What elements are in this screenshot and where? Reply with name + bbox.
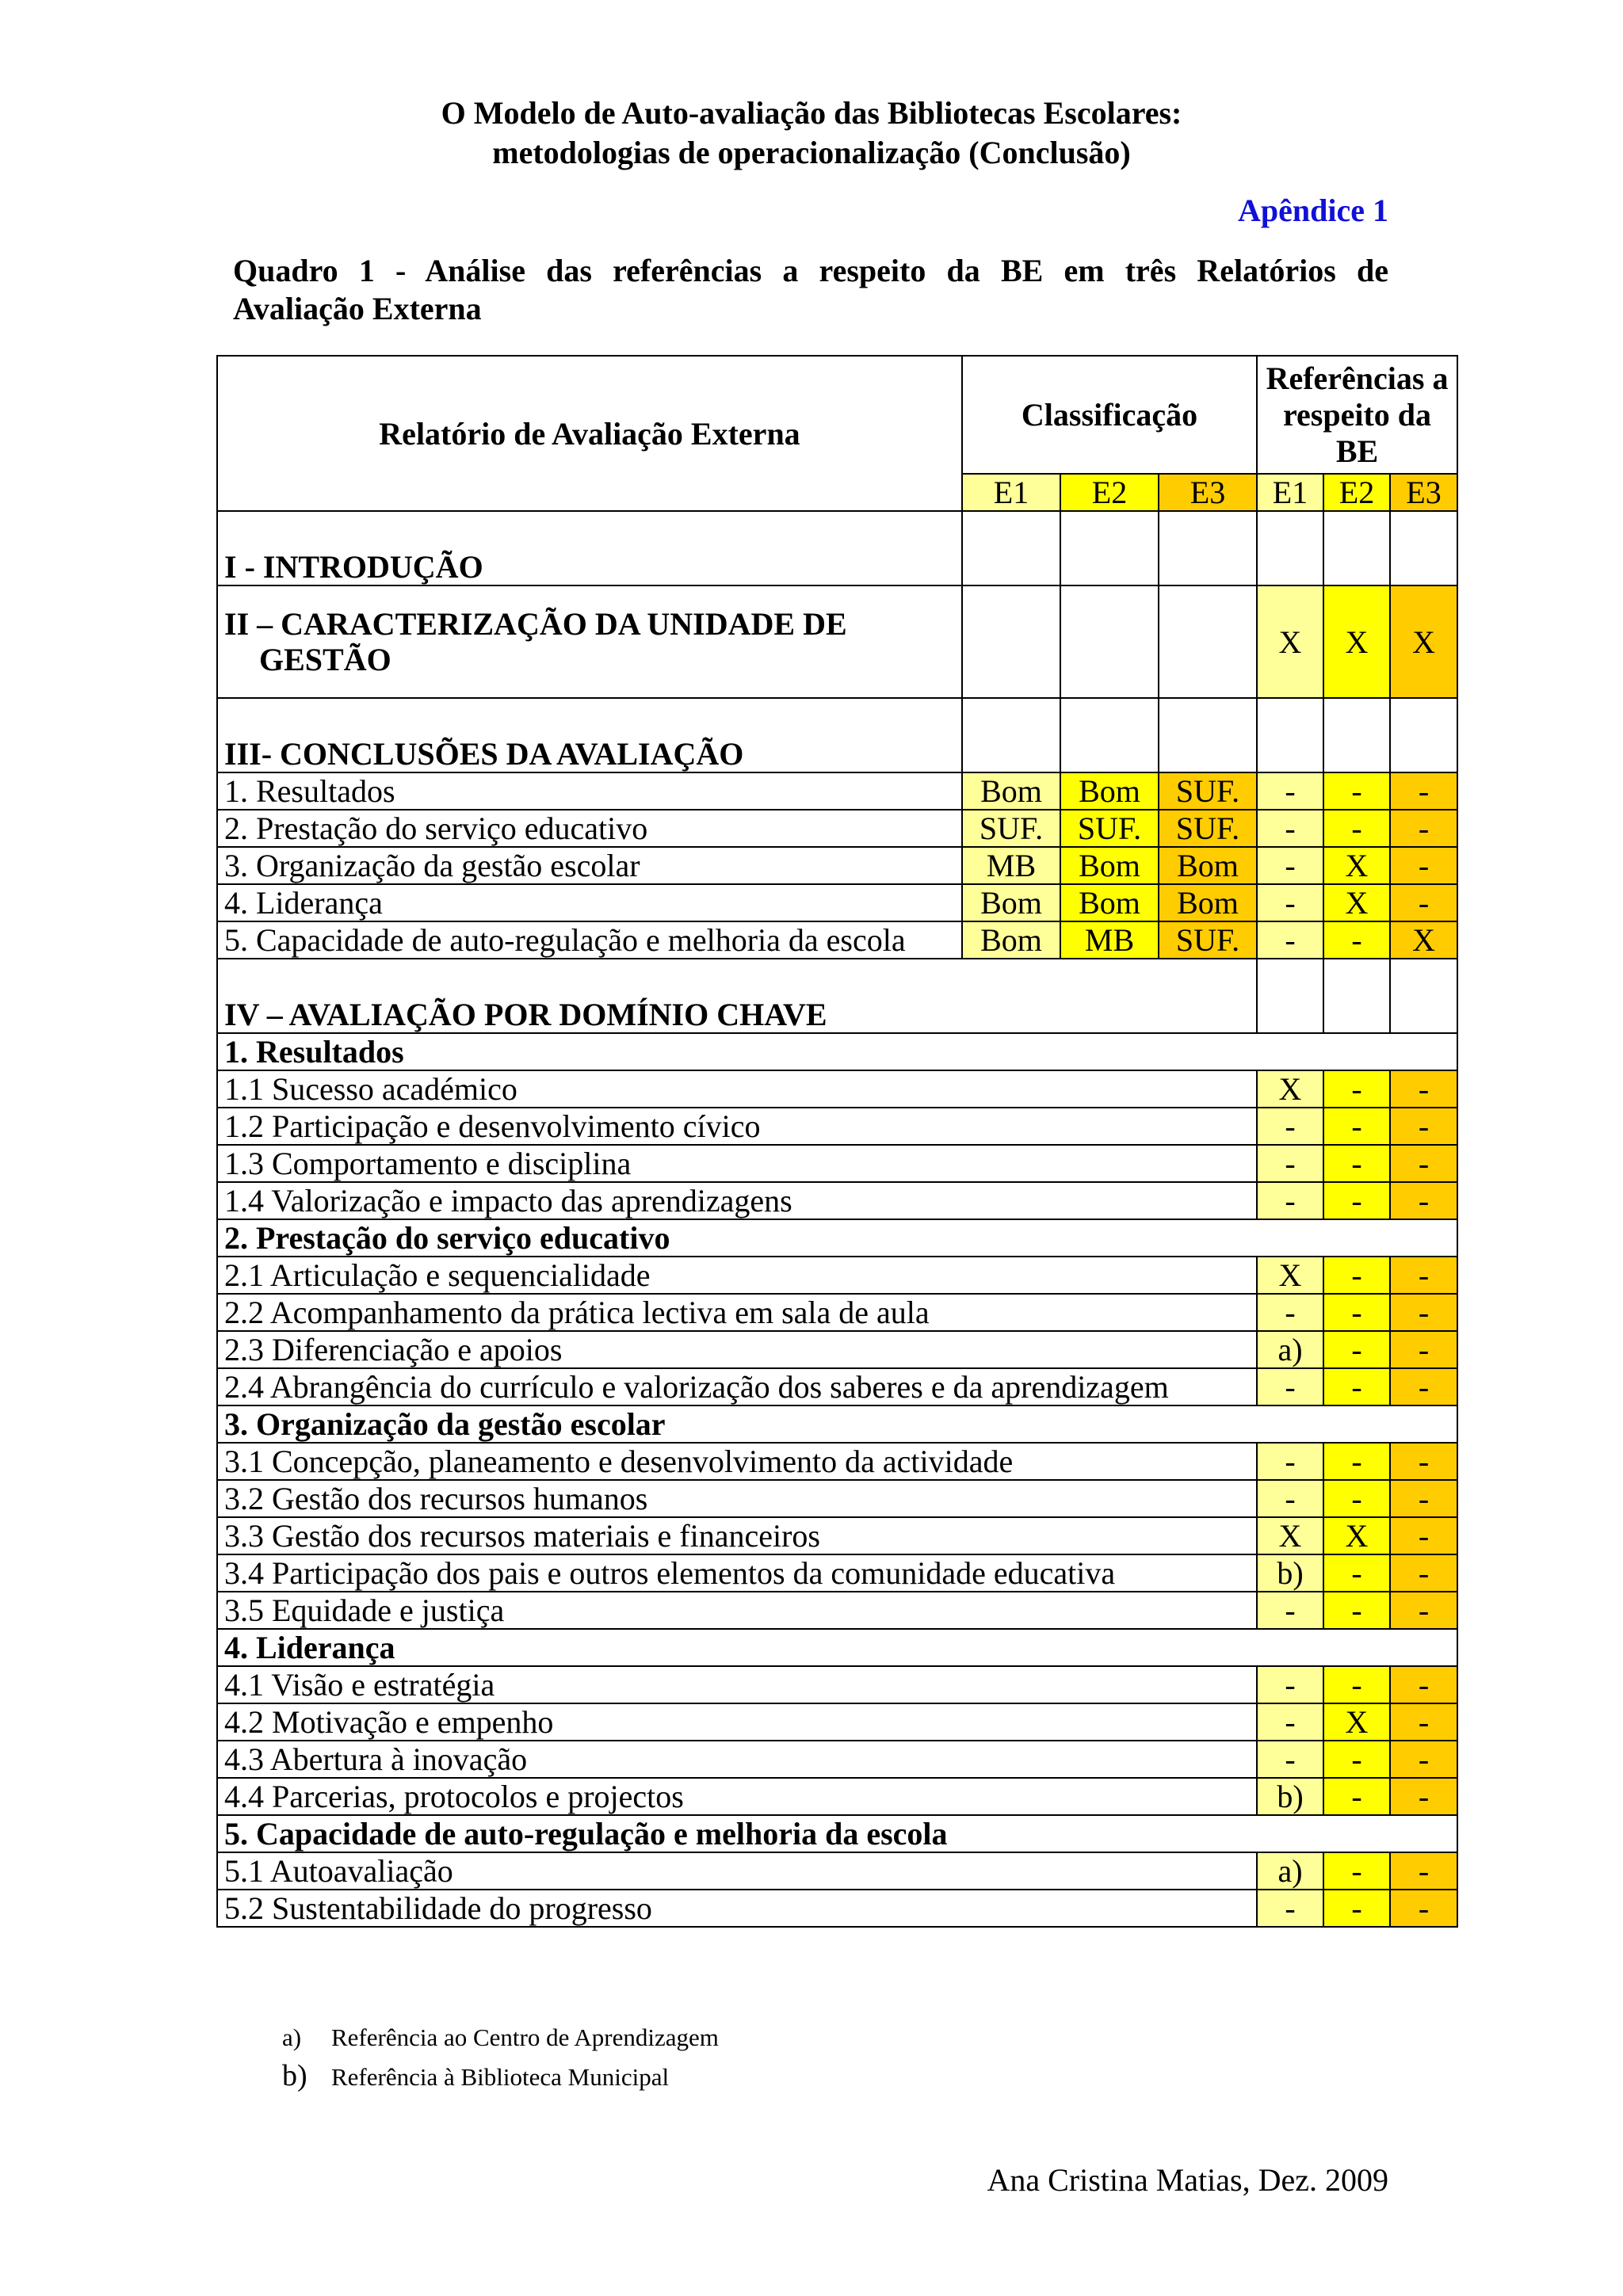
domain-item-reference: - (1390, 1294, 1457, 1331)
footnote-a-marker: a) (282, 2023, 302, 2051)
domain-item-reference: - (1323, 1480, 1390, 1517)
domain-item-reference: - (1257, 1294, 1323, 1331)
empty-cell (1257, 959, 1323, 1033)
domain-item-reference: - (1323, 1145, 1390, 1182)
empty-cell (1390, 959, 1457, 1033)
domain-item-reference: - (1257, 1145, 1323, 1182)
title-line-2: metodologias de operacionalização (Conclusão) (492, 135, 1131, 170)
table-row (217, 847, 1457, 884)
domain-item-reference: - (1390, 1182, 1457, 1219)
table-row (217, 1443, 1457, 1480)
domain-item-reference: - (1390, 1331, 1457, 1368)
domain-title-row (217, 1815, 1457, 1852)
table-row (217, 810, 1457, 847)
conclusion-reference: - (1323, 810, 1390, 847)
conclusion-label: 5. Capacidade de auto-regulação e melhoria da escola (217, 921, 962, 959)
table-row (217, 1592, 1457, 1629)
conclusion-reference: - (1257, 847, 1323, 884)
domain-item-label: 4.4 Parcerias, protocolos e projectos (217, 1778, 1257, 1815)
domain-item-reference: - (1323, 1741, 1390, 1778)
conclusion-reference: X (1323, 884, 1390, 921)
conclusion-classification: Bom (1060, 847, 1159, 884)
conclusion-reference: - (1257, 772, 1323, 810)
conclusion-reference: - (1390, 810, 1457, 847)
domain-item-label: 3.3 Gestão dos recursos materiais e financeiros (217, 1517, 1257, 1554)
header-class-e3: E3 (1159, 474, 1257, 511)
table-row (217, 1517, 1457, 1554)
section-characterization (217, 585, 962, 698)
conclusion-classification: Bom (1159, 884, 1257, 921)
domain-item-reference: - (1257, 1108, 1323, 1145)
domain-item-reference: - (1323, 1182, 1390, 1219)
domain-item-reference: - (1390, 1108, 1457, 1145)
domain-item-reference: - (1257, 1480, 1323, 1517)
section-characterization-line-2: GESTÃO (259, 642, 391, 677)
domain-item-label: 3.1 Concepção, planeamento e desenvolvimento da actividade (217, 1443, 1257, 1480)
domain-title: 3. Organização da gestão escolar (217, 1405, 1457, 1443)
domain-title: 5. Capacidade de auto-regulação e melhoria da escola (217, 1815, 1457, 1852)
domain-item-reference: - (1390, 1852, 1457, 1890)
table-row (217, 1480, 1457, 1517)
domain-item-reference: X (1323, 1517, 1390, 1554)
domain-item-reference: - (1323, 1294, 1390, 1331)
domain-item-reference: b) (1257, 1554, 1323, 1592)
header-report: Relatório de Avaliação Externa (217, 356, 962, 511)
domain-item-reference: - (1257, 1368, 1323, 1405)
conclusion-reference: X (1323, 847, 1390, 884)
table-row (217, 1257, 1457, 1294)
domain-item-reference: - (1257, 1182, 1323, 1219)
conclusion-classification: Bom (1060, 884, 1159, 921)
domain-item-reference: b) (1257, 1778, 1323, 1815)
footnote-a (282, 2019, 719, 2057)
header-class-e1: E1 (962, 474, 1060, 511)
domain-item-reference: - (1390, 1778, 1457, 1815)
char-ref-e1: X (1257, 585, 1323, 698)
domain-title-row (217, 1219, 1457, 1257)
conclusion-reference: - (1390, 772, 1457, 810)
conclusion-classification: SUF. (1159, 921, 1257, 959)
domain-item-reference: - (1390, 1480, 1457, 1517)
domain-item-reference: - (1390, 1592, 1457, 1629)
conclusion-label: 1. Resultados (217, 772, 962, 810)
domain-item-label: 1.1 Sucesso académico (217, 1070, 1257, 1108)
domain-item-reference: X (1257, 1517, 1323, 1554)
header-references: Referências a respeito da BE (1257, 356, 1457, 474)
section-domain-evaluation: IV – AVALIAÇÃO POR DOMÍNIO CHAVE (217, 959, 1257, 1033)
table-row (217, 1852, 1457, 1890)
table-row (217, 1145, 1457, 1182)
conclusion-classification: Bom (962, 921, 1060, 959)
author-footer: Ana Cristina Matias, Dez. 2009 (987, 2162, 1388, 2198)
footnotes (282, 2019, 719, 2096)
conclusion-classification: MB (962, 847, 1060, 884)
domain-item-label: 2.1 Articulação e sequencialidade (217, 1257, 1257, 1294)
domain-item-label: 5.1 Autoavaliação (217, 1852, 1257, 1890)
conclusion-reference: - (1257, 810, 1323, 847)
table-row (217, 772, 1457, 810)
header-ref-e3: E3 (1390, 474, 1457, 511)
char-ref-e2: X (1323, 585, 1390, 698)
domain-title-row (217, 1033, 1457, 1070)
domain-item-reference: - (1390, 1741, 1457, 1778)
conclusion-reference: - (1390, 847, 1457, 884)
domain-item-label: 4.1 Visão e estratégia (217, 1666, 1257, 1703)
caption-line-1: Quadro 1 - Análise das referências a respeito da BE em três Relatórios de (233, 253, 1388, 288)
conclusion-reference: X (1390, 921, 1457, 959)
header-ref-e2: E2 (1323, 474, 1390, 511)
header-class-e2: E2 (1060, 474, 1159, 511)
conclusion-classification: MB (1060, 921, 1159, 959)
document-title (0, 93, 1623, 173)
footnote-b (282, 2057, 719, 2096)
domain-title-row (217, 1405, 1457, 1443)
domain-item-reference: - (1323, 1443, 1390, 1480)
domain-item-reference: a) (1257, 1852, 1323, 1890)
domain-item-reference: - (1323, 1666, 1390, 1703)
domain-item-reference: - (1323, 1070, 1390, 1108)
section-conclusions: III- CONCLUSÕES DA AVALIAÇÃO (217, 698, 962, 772)
table-row (217, 1294, 1457, 1331)
domain-item-reference: - (1257, 1592, 1323, 1629)
table-row (217, 1703, 1457, 1741)
domain-item-label: 1.2 Participação e desenvolvimento cívico (217, 1108, 1257, 1145)
domain-item-reference: X (1257, 1070, 1323, 1108)
domain-item-reference: - (1390, 1257, 1457, 1294)
domain-item-reference: - (1390, 1443, 1457, 1480)
domain-item-label: 4.3 Abertura à inovação (217, 1741, 1257, 1778)
domain-item-reference: - (1390, 1703, 1457, 1741)
table-row (217, 921, 1457, 959)
domain-title: 1. Resultados (217, 1033, 1457, 1070)
domain-item-reference: X (1257, 1257, 1323, 1294)
conclusion-reference: - (1390, 884, 1457, 921)
conclusion-classification: Bom (962, 772, 1060, 810)
domain-item-reference: - (1257, 1443, 1323, 1480)
domain-item-reference: - (1390, 1517, 1457, 1554)
domain-item-label: 3.5 Equidade e justiça (217, 1592, 1257, 1629)
table-row (217, 1182, 1457, 1219)
domain-item-label: 1.4 Valorização e impacto das aprendizagens (217, 1182, 1257, 1219)
domain-item-reference: - (1323, 1592, 1390, 1629)
table-row (217, 1890, 1457, 1927)
empty-cell (1323, 959, 1390, 1033)
conclusion-classification: SUF. (1060, 810, 1159, 847)
domain-item-reference: - (1390, 1554, 1457, 1592)
domain-item-reference: - (1390, 1890, 1457, 1927)
table-row (217, 959, 1457, 1033)
conclusion-classification: Bom (1060, 772, 1159, 810)
conclusion-reference: - (1323, 921, 1390, 959)
domain-item-label: 2.4 Abrangência do currículo e valorização dos saberes e da aprendizagem (217, 1368, 1257, 1405)
footnote-b-text: Referência à Biblioteca Municipal (331, 2063, 670, 2091)
conclusion-reference: - (1257, 884, 1323, 921)
domain-item-label: 2.2 Acompanhamento da prática lectiva em sala de aula (217, 1294, 1257, 1331)
domain-item-reference: a) (1257, 1331, 1323, 1368)
conclusion-reference: - (1323, 772, 1390, 810)
table-caption (233, 252, 1388, 328)
evaluation-table (216, 355, 1458, 1928)
domain-item-reference: - (1323, 1554, 1390, 1592)
table-row (217, 1368, 1457, 1405)
domain-item-reference: - (1257, 1741, 1323, 1778)
domain-item-reference: - (1390, 1666, 1457, 1703)
table-row (217, 1666, 1457, 1703)
caption-line-2: Avaliação Externa (233, 291, 482, 326)
domain-item-label: 1.3 Comportamento e disciplina (217, 1145, 1257, 1182)
appendix-label: Apêndice 1 (1238, 193, 1388, 228)
conclusion-label: 3. Organização da gestão escolar (217, 847, 962, 884)
section-characterization-line-1: II – CARACTERIZAÇÃO DA UNIDADE DE (224, 606, 847, 642)
conclusion-classification: SUF. (962, 810, 1060, 847)
header-classification: Classificação (962, 356, 1257, 474)
domain-item-reference: - (1323, 1890, 1390, 1927)
domain-item-reference: - (1390, 1368, 1457, 1405)
domain-item-reference: - (1323, 1257, 1390, 1294)
table-row (217, 1108, 1457, 1145)
table-row (217, 1331, 1457, 1368)
domain-item-reference: - (1390, 1145, 1457, 1182)
table-row (217, 1778, 1457, 1815)
table-row (217, 884, 1457, 921)
domain-title: 4. Liderança (217, 1629, 1457, 1666)
domain-item-reference: - (1390, 1070, 1457, 1108)
domain-item-label: 4.2 Motivação e empenho (217, 1703, 1257, 1741)
header-ref-e1: E1 (1257, 474, 1323, 511)
conclusion-classification: SUF. (1159, 810, 1257, 847)
domain-item-label: 3.2 Gestão dos recursos humanos (217, 1480, 1257, 1517)
domain-item-reference: X (1323, 1703, 1390, 1741)
domain-item-reference: - (1257, 1703, 1323, 1741)
conclusion-label: 4. Liderança (217, 884, 962, 921)
domain-item-reference: - (1323, 1852, 1390, 1890)
footnote-b-marker: b) (282, 2059, 307, 2092)
conclusion-classification: Bom (1159, 847, 1257, 884)
conclusion-reference: - (1257, 921, 1323, 959)
domain-title-row (217, 1629, 1457, 1666)
domain-item-reference: - (1323, 1331, 1390, 1368)
char-ref-e3: X (1390, 585, 1457, 698)
domain-title: 2. Prestação do serviço educativo (217, 1219, 1457, 1257)
domain-item-reference: - (1257, 1890, 1323, 1927)
footnote-a-text: Referência ao Centro de Aprendizagem (331, 2023, 719, 2051)
title-line-1: O Modelo de Auto-avaliação das Bibliotecas Escolares: (441, 95, 1182, 131)
domain-item-reference: - (1257, 1666, 1323, 1703)
conclusion-classification: Bom (962, 884, 1060, 921)
domain-item-reference: - (1323, 1778, 1390, 1815)
domain-item-reference: - (1323, 1368, 1390, 1405)
domain-item-label: 3.4 Participação dos pais e outros elementos da comunidade educativa (217, 1554, 1257, 1592)
domain-item-label: 2.3 Diferenciação e apoios (217, 1331, 1257, 1368)
domain-item-label: 5.2 Sustentabilidade do progresso (217, 1890, 1257, 1927)
conclusion-classification: SUF. (1159, 772, 1257, 810)
table-row (217, 1741, 1457, 1778)
table-row (217, 1554, 1457, 1592)
section-introduction: I - INTRODUÇÃO (217, 511, 962, 585)
domain-item-reference: - (1323, 1108, 1390, 1145)
conclusion-label: 2. Prestação do serviço educativo (217, 810, 962, 847)
table-row (217, 1070, 1457, 1108)
